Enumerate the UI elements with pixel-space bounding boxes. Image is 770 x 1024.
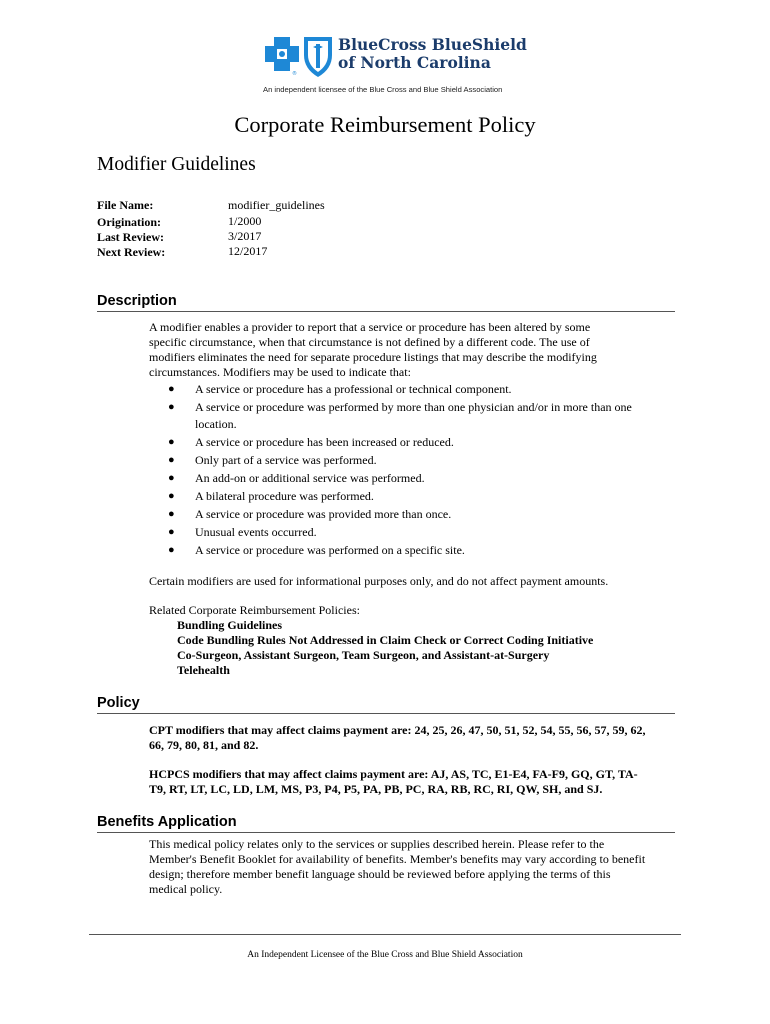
licensee-tagline: An independent licensee of the Blue Cross and Blue Shield Association (263, 85, 503, 94)
policy-divider (97, 713, 675, 714)
svg-text:®: ® (292, 71, 297, 77)
last-review-value: 3/2017 (228, 229, 262, 243)
list-item: ● Only part of a service was performed. (168, 453, 377, 467)
bullet-icon: ● (168, 472, 175, 484)
footer-divider (89, 934, 681, 935)
cpt-modifiers-text: CPT modifiers that may affect claims payment are: 24, 25, 26, 47, 50, 51, 52, 54, 55, 56, 57, 59, 62, 66, 79, 80, 81, and 82. (149, 723, 646, 752)
list-item: ● A service or procedure was provided more than once. (168, 507, 452, 521)
brand-region: of North Carolina (338, 53, 491, 72)
blue-cross-icon (265, 37, 299, 77)
related-policy-link[interactable]: Telehealth (177, 663, 230, 677)
list-item: ● Unusual events occurred. (168, 525, 317, 539)
intro-line: modifiers eliminates the need for separate procedure listings that may describe the modifying (149, 350, 597, 364)
description-intro (149, 320, 674, 380)
origination-value: 1/2000 (228, 214, 262, 228)
file-name-value: modifier_guidelines (228, 198, 325, 212)
list-item: ● An add-on or additional service was performed. (168, 471, 425, 485)
bullet-icon: ● (168, 526, 175, 538)
next-review-value: 12/2017 (228, 244, 268, 258)
bullet-icon: ● (168, 508, 175, 520)
intro-line: specific circumstance, when that circumstance is not defined by a different code. The use of (149, 335, 590, 349)
blue-shield-icon (304, 37, 332, 77)
benefits-divider (97, 832, 675, 833)
list-item: ● A bilateral procedure was performed. (168, 489, 374, 503)
bullet-icon: ● (168, 490, 175, 502)
list-item: ● A service or procedure has a professional or technical component. (168, 382, 512, 396)
description-heading: Description (97, 293, 177, 309)
modifier-uses-list (168, 381, 668, 560)
list-item: ● A service or procedure was performed on a specific site. (168, 543, 465, 557)
intro-line: circumstances. Modifiers may be used to indicate that: (149, 365, 411, 379)
document-title: Corporate Reimbursement Policy (234, 112, 536, 137)
bullet-icon: ● (168, 544, 175, 556)
related-policy-link[interactable]: Co-Surgeon, Assistant Surgeon, Team Surgeon, and Assistant-at-Surgery (177, 648, 550, 662)
file-name-label: File Name: (97, 198, 154, 212)
benefits-text: This medical policy relates only to the services or supplies described herein. Please refer to the Member's Benefit Booklet for availability of benefits. Member's benefits may vary according to benefit design; therefore member benefit language should be reviewed before applying the terms of this medical policy. (149, 837, 646, 896)
intro-line: A modifier enables a provider to report that a service or procedure has been altered by some (149, 320, 591, 334)
policy-heading: Policy (97, 695, 140, 711)
description-divider (97, 311, 675, 312)
next-review-label: Next Review: (97, 245, 166, 259)
benefits-heading: Benefits Application (97, 814, 237, 830)
list-item: ● A service or procedure has been increased or reduced. (168, 435, 454, 449)
related-policy-link[interactable]: Bundling Guidelines (177, 618, 283, 632)
last-review-label: Last Review: (97, 230, 164, 244)
informational-note: Certain modifiers are used for informational purposes only, and do not affect payment amounts. (149, 574, 609, 588)
related-policy-link[interactable]: Code Bundling Rules Not Addressed in Claim Check or Correct Coding Initiative (177, 633, 594, 647)
bullet-icon: ● (168, 383, 175, 395)
bullet-icon: ● (168, 401, 175, 413)
origination-label: Origination: (97, 215, 162, 229)
related-policies-label: Related Corporate Reimbursement Policies: (149, 603, 360, 617)
footer-licensee: An Independent Licensee of the Blue Cross and Blue Shield Association (247, 950, 523, 960)
bullet-icon: ● (168, 454, 175, 466)
list-item: ● A service or procedure was performed by more than one physician and/or in more than one location. (168, 400, 632, 431)
bullet-icon: ● (168, 436, 175, 448)
hcpcs-modifiers-text: HCPCS modifiers that may affect claims payment are: AJ, AS, TC, E1-E4, FA-F9, GQ, GT, TA- T9, RT, LT, LC, LD, LM, MS, P3, P4, P5, PA, PB, PC, RA, RB, RC, RI, QW, SH, and SJ. (149, 767, 638, 796)
policy-subtitle: Modifier Guidelines (97, 154, 256, 175)
brand-name: BlueCross BlueShield (338, 35, 527, 54)
